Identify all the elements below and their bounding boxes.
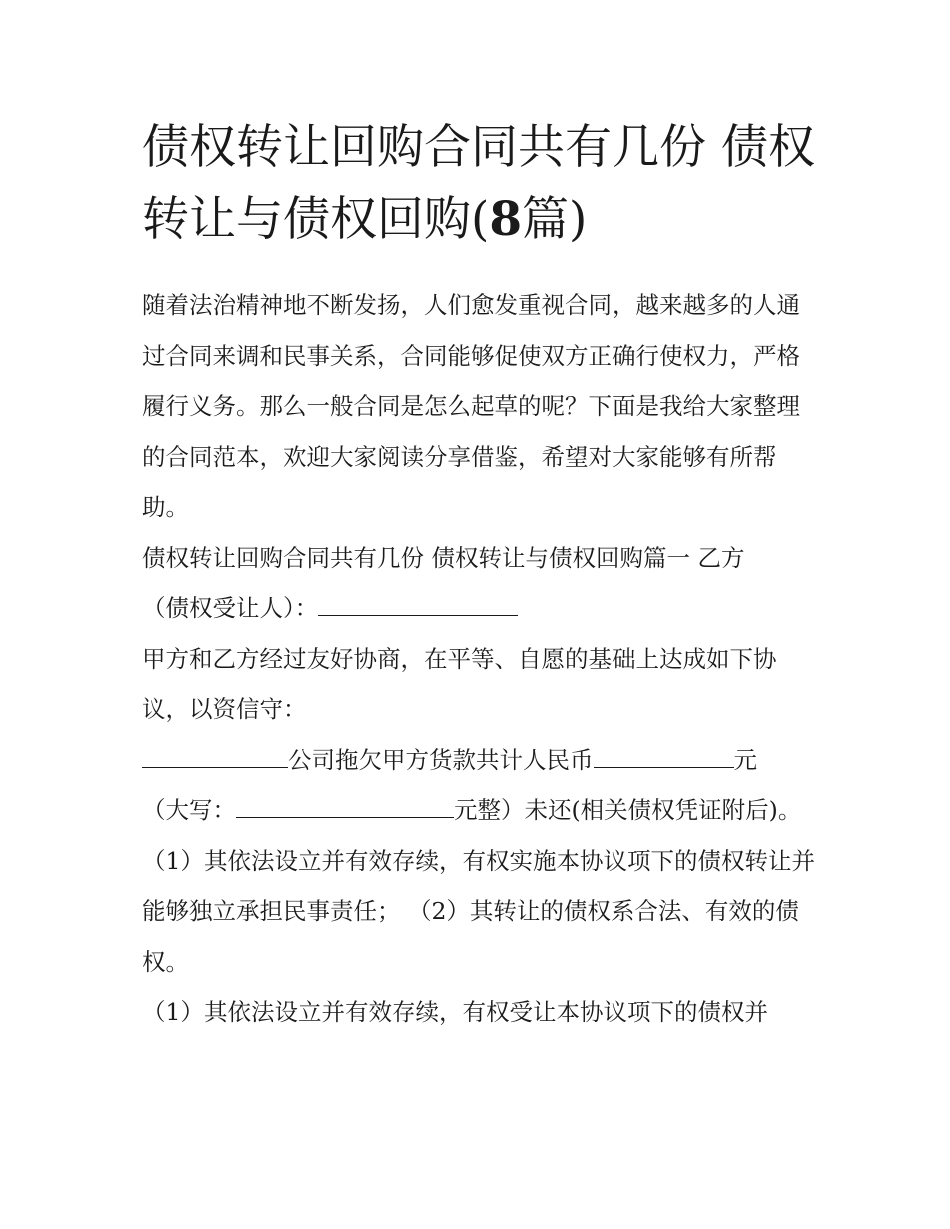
debt-text-3: （大写： [142,796,236,824]
agreement-intro: 甲方和乙方经过友好协商，在平等、自愿的基础上达成如下协议，以资信守： [142,644,777,723]
document-page [142,112,822,1038]
debt-text-2: 元 [733,745,757,774]
section-heading-text: 债权转让回购合同共有几份 债权转让与债权回购篇一 乙方 [142,543,745,572]
clause-party-a: （1）其依法设立并有效存续，有权实施本协议项下的债权转让并能够独立承担民事责任； （2）其转让的债权系合法、有效的债权。 [142,846,815,976]
party-b-blank [318,595,518,616]
clause-party-b: （1）其依法设立并有效存续，有权受让本协议项下的债权并 [142,998,768,1026]
debt-text-1: 公司拖欠甲方货款共计人民币 [288,745,594,774]
title-text-part2: 篇) [522,192,588,247]
document-body [142,280,822,1038]
debt-text-4: 元整）未还(相关债权凭证附后)。 [454,796,802,824]
document-title [142,112,822,256]
company-blank [142,747,288,768]
section-heading [142,533,822,634]
party-b-label: （债权受让人）： [142,594,319,622]
amount-words-blank [236,797,454,818]
amount-blank [594,747,734,768]
debt-paragraph [142,735,822,836]
title-number: 8 [489,192,523,247]
intro-paragraph: 随着法治精神地不断发扬，人们愈发重视合同，越来越多的人通过合同来调和民事关系，合同能够促使双方正确行使权力，严格履行义务。那么一般合同是怎么起草的呢？下面是我给大家整理的合同范本，欢迎大家阅读分享借鉴，希望对大家能够有所帮助。 [142,291,800,521]
title-text-part1: 债权转让回购合同共有几份 债权转让与债权回购( [142,120,815,247]
